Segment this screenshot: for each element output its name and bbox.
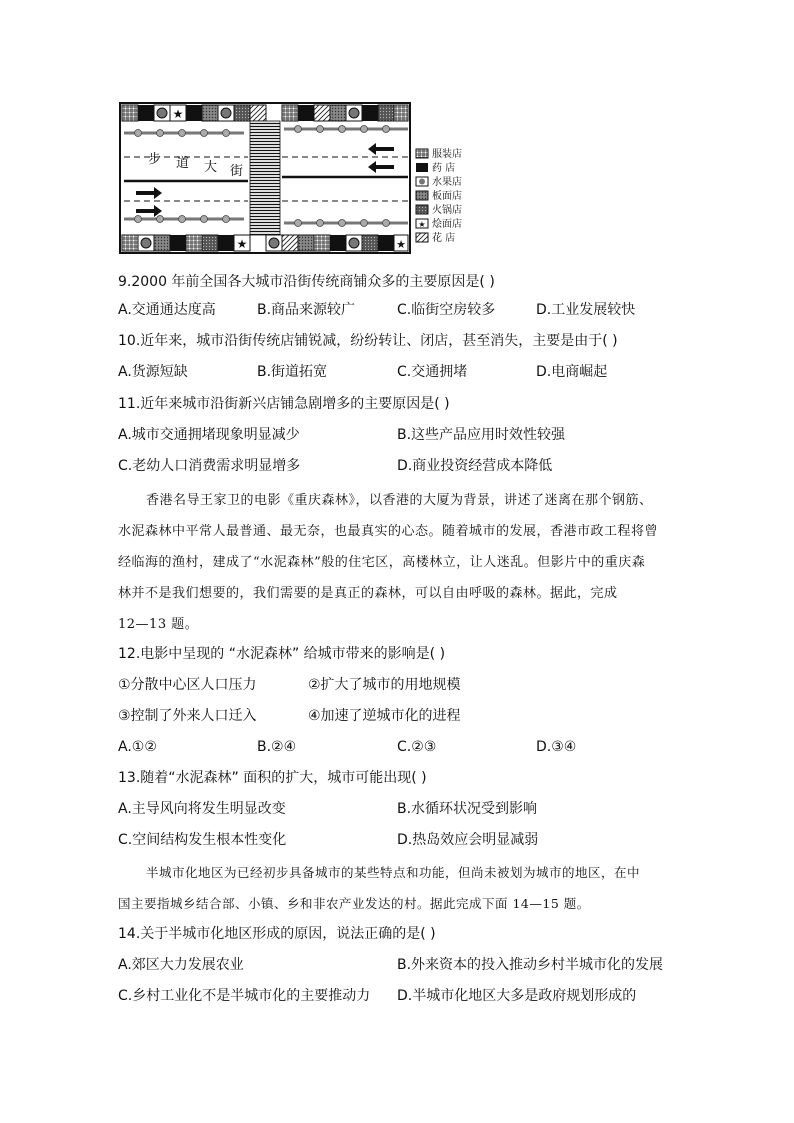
q10-option-c[interactable]: C.交通拥堵 — [397, 364, 468, 380]
q12-option-b[interactable]: B.②④ — [257, 739, 297, 755]
q12-option-d[interactable]: D.③④ — [536, 739, 577, 755]
passage-line: 经临海的渔村，建成了“水泥森林”般的住宅区，高楼林立，让人迷乱。但影片中的重庆森 — [118, 555, 646, 570]
q12-option-c[interactable]: C.②③ — [397, 739, 437, 755]
passage-line: 香港名导王家卫的电影《重庆森林》，以香港的大厦为背景，讲述了迷离在那个钢筋、 — [146, 493, 653, 508]
q11-option-a[interactable]: A.城市交通拥堵现象明显减少 — [118, 427, 300, 443]
legend-label: 烩面店 — [432, 219, 462, 230]
q13-option-b[interactable]: B.水循环状况受到影响 — [397, 801, 538, 817]
legend-swatch-pharmacy — [416, 163, 428, 172]
q14-option-c[interactable]: C.乡村工业化不是半城市化的主要推动力 — [118, 988, 371, 1004]
q13-option-d[interactable]: D.热岛效应会明显减弱 — [397, 832, 539, 848]
q11-option-b[interactable]: B.这些产品应用时效性较强 — [397, 427, 566, 443]
q9-option-b[interactable]: B.商品来源较广 — [257, 302, 356, 318]
q12-statement-2: ②扩大了城市的用地规模 — [308, 677, 461, 693]
q13-option-c[interactable]: C.空间结构发生根本性变化 — [118, 832, 287, 848]
legend-swatch-banmian — [416, 191, 428, 200]
street-char-2: 道 — [176, 156, 190, 171]
street-char-1: 步 — [148, 152, 162, 167]
legend-label: 服装店 — [432, 149, 462, 160]
q13-option-a[interactable]: A.主导风向将发生明显改变 — [118, 801, 286, 817]
passage-chungking-express — [118, 485, 678, 640]
question-12-stem: 12.电影中呈现的 “水泥森林” 给城市带来的影响是( ) — [118, 646, 446, 662]
q9-option-d[interactable]: D.工业发展较快 — [536, 302, 636, 318]
q10-option-d[interactable]: D.电商崛起 — [536, 364, 608, 380]
q10-option-b[interactable]: B.街道拓宽 — [257, 364, 328, 380]
legend-swatch-flower — [416, 233, 428, 242]
crosswalk — [250, 121, 280, 235]
question-14-stem: 14.关于半城市化地区形成的原因，说法正确的是( ) — [118, 926, 436, 942]
question-9-stem: 9.2000 年前全国各大城市沿街传统商铺众多的主要原因是( ) — [118, 274, 495, 290]
q9-option-a[interactable]: A.交通通达度高 — [118, 302, 216, 318]
legend-swatch-hotpot — [416, 205, 428, 214]
q12-statement-3: ③控制了外来人口迁入 — [118, 708, 257, 724]
question-10-stem: 10.近年来，城市沿街传统店铺锐减，纷纷转让、闭店，甚至消失，主要是由于( ) — [118, 333, 618, 349]
passage-line: 半城市化地区为已经初步具备城市的某些特点和功能，但尚未被划为城市的地区，在中 — [146, 865, 641, 880]
q12-option-a[interactable]: A.①② — [118, 739, 157, 755]
q12-statement-1: ①分散中心区人口压力 — [118, 677, 257, 693]
q9-option-c[interactable]: C.临街空房较多 — [397, 302, 496, 318]
question-11-stem: 11.近年来城市沿街新兴店铺急剧增多的主要原因是( ) — [118, 396, 450, 412]
legend-label: 水果店 — [432, 177, 462, 188]
top-shop-row — [122, 105, 408, 121]
street-char-4: 街 — [230, 164, 244, 179]
q14-option-a[interactable]: A.郊区大力发展农业 — [118, 957, 244, 973]
legend-label: 花 店 — [432, 233, 456, 244]
passage-line: 国主要指城乡结合部、小镇、乡和非农产业发达的村。据此完成下面 14—15 题。 — [118, 896, 590, 911]
passage-semi-urbanization — [118, 857, 678, 919]
legend-swatch-clothes — [416, 149, 428, 158]
svg-text:★: ★ — [418, 220, 426, 229]
question-13-stem: 13.随着“水泥森林” 面积的扩大，城市可能出现( ) — [118, 770, 427, 786]
q11-option-d[interactable]: D.商业投资经营成本降低 — [397, 458, 553, 474]
svg-text:★: ★ — [396, 238, 406, 251]
q11-option-c[interactable]: C.老幼人口消费需求明显增多 — [118, 458, 301, 474]
street-char-3: 大 — [204, 160, 218, 175]
street-shops-figure — [118, 101, 478, 257]
passage-line: 水泥森林中平常人最普通、最无奈，也最真实的心态。随着城市的发展，香港市政工程将曾 — [118, 524, 659, 539]
legend-label: 火锅店 — [432, 205, 462, 216]
street-map-diagram — [118, 101, 478, 257]
legend-label: 板面店 — [432, 191, 462, 202]
legend-label: 药 店 — [432, 163, 456, 174]
svg-text:★: ★ — [172, 107, 184, 121]
q10-option-a[interactable]: A.货源短缺 — [118, 364, 188, 380]
q12-statement-4: ④加速了逆城市化的进程 — [308, 708, 461, 724]
q14-option-b[interactable]: B.外来资本的投入推动乡村半城市化的发展 — [397, 957, 664, 973]
svg-text:★: ★ — [236, 237, 248, 251]
passage-line: 林并不是我们想要的，我们需要的是真正的森林，可以自由呼吸的森林。据此，完成 — [118, 586, 618, 601]
q14-option-d[interactable]: D.半城市化地区大多是政府规划形成的 — [397, 988, 637, 1004]
legend — [416, 147, 462, 244]
passage-line: 12—13 题。 — [118, 617, 199, 632]
